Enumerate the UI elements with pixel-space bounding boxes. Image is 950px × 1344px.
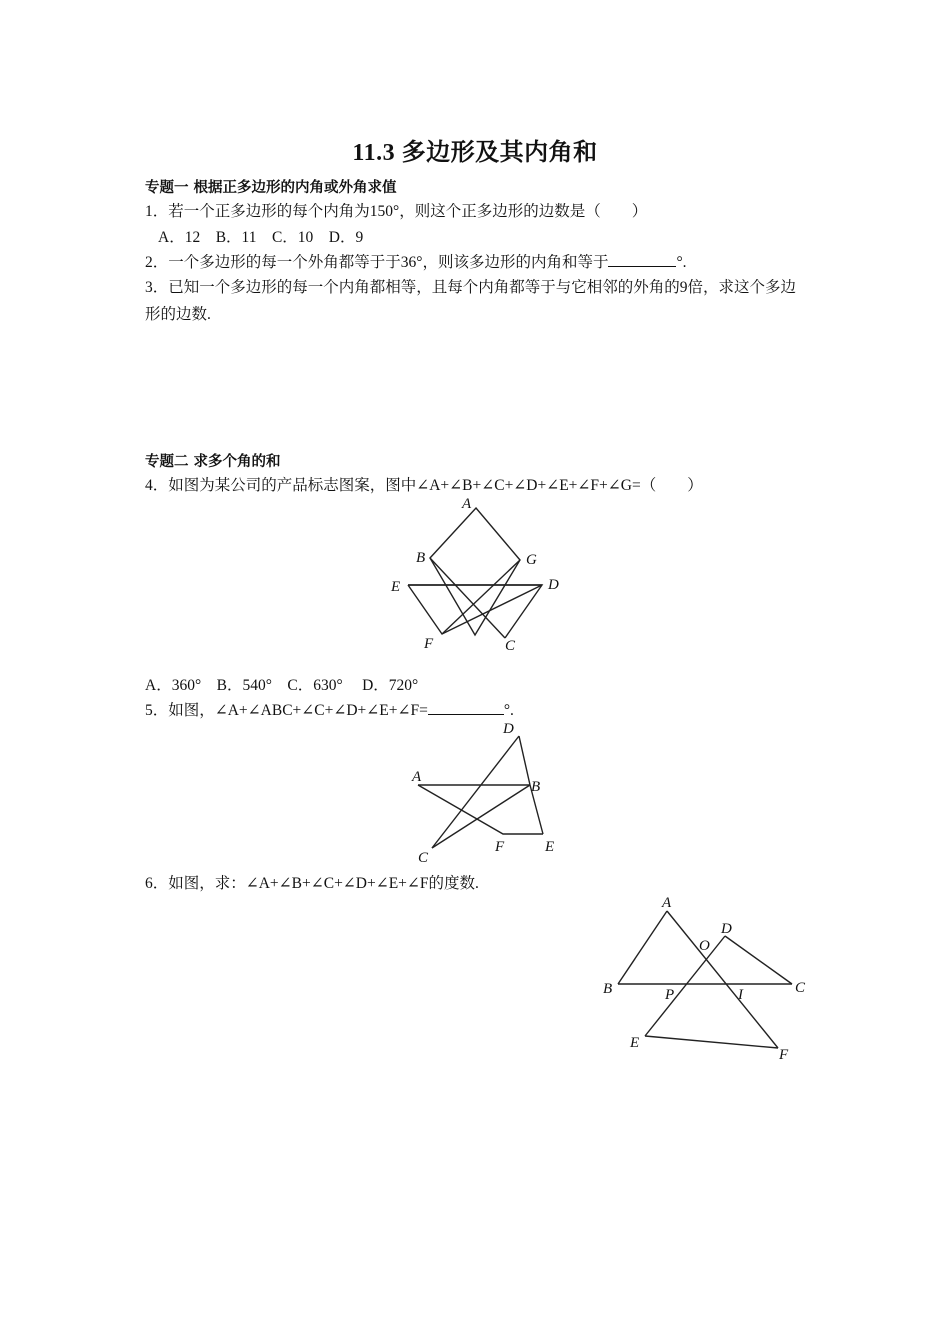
figure-4-label-b: B <box>416 550 426 566</box>
question-4: 4．如图为某公司的产品标志图案，图中∠A+∠B+∠C+∠D+∠E+∠F+∠G=（ ） <box>145 477 703 494</box>
figure-6-label-c: C <box>795 980 806 996</box>
figure-6-segment-ab <box>618 911 667 984</box>
figure-6-segment-de <box>645 936 725 1036</box>
question-2-unit: °. <box>676 254 687 271</box>
figure-5-label-f: F <box>495 839 505 855</box>
figure-6-segment-dc <box>725 936 792 984</box>
topic1-heading: 专题一 根据正多边形的内角或外角求值 <box>145 180 397 196</box>
question-4-options: A．360° B．540° C．630° D．720° <box>145 677 419 694</box>
figure-5-label-d: D <box>503 721 514 737</box>
figure-4-label-d: D <box>548 577 559 593</box>
figure-6-label-b: B <box>603 981 613 997</box>
figure-4-label-e: E <box>391 579 401 595</box>
figure-6-label-e: E <box>630 1035 640 1051</box>
figure-4-label-c: C <box>505 638 516 654</box>
question-2-text: 2．一个多边形的每一个外角都等于于36°，则该多边形的内角和等于 <box>145 254 609 271</box>
figure-6-label-i: I <box>738 987 743 1003</box>
question-5-unit: °. <box>503 702 514 719</box>
question-1-options: A．12 B．11 C．10 D．9 <box>158 229 364 246</box>
question-3: 3．已知一个多边形的每一个内角都相等，且每个内角都等于与它相邻的外角的9倍，求这个多边形的边数. <box>145 279 797 323</box>
page-title: 11.3 多边形及其内角和 <box>352 140 598 166</box>
question-5-text: 5．如图，∠A+∠ABC+∠C+∠D+∠E+∠F= <box>145 702 428 719</box>
figure-6-label-d: D <box>721 921 732 937</box>
question-1: 1．若一个正多边形的每个内角为150°，则这个正多边形的边数是（ ） <box>145 203 648 220</box>
figure-4-label-a: A <box>462 496 472 512</box>
figure-6-segment-ef <box>645 1036 778 1048</box>
figure-5-label-e: E <box>545 839 555 855</box>
figure-6-label-f: F <box>779 1047 789 1063</box>
figure-4-label-f: F <box>424 636 434 652</box>
question-6: 6．如图，求：∠A+∠B+∠C+∠D+∠E+∠F的度数. <box>145 875 479 892</box>
figure-5-label-a: A <box>412 769 422 785</box>
figure-6-label-o: O <box>699 938 710 954</box>
figure-6-label-a: A <box>662 895 672 911</box>
topic2-heading: 专题二 求多个角的和 <box>145 454 281 470</box>
figure-5-label-c: C <box>418 850 429 866</box>
figure-4-label-g: G <box>526 552 537 568</box>
figure-5-label-b: B <box>531 779 541 795</box>
figure-6-label-p: P <box>665 987 675 1003</box>
